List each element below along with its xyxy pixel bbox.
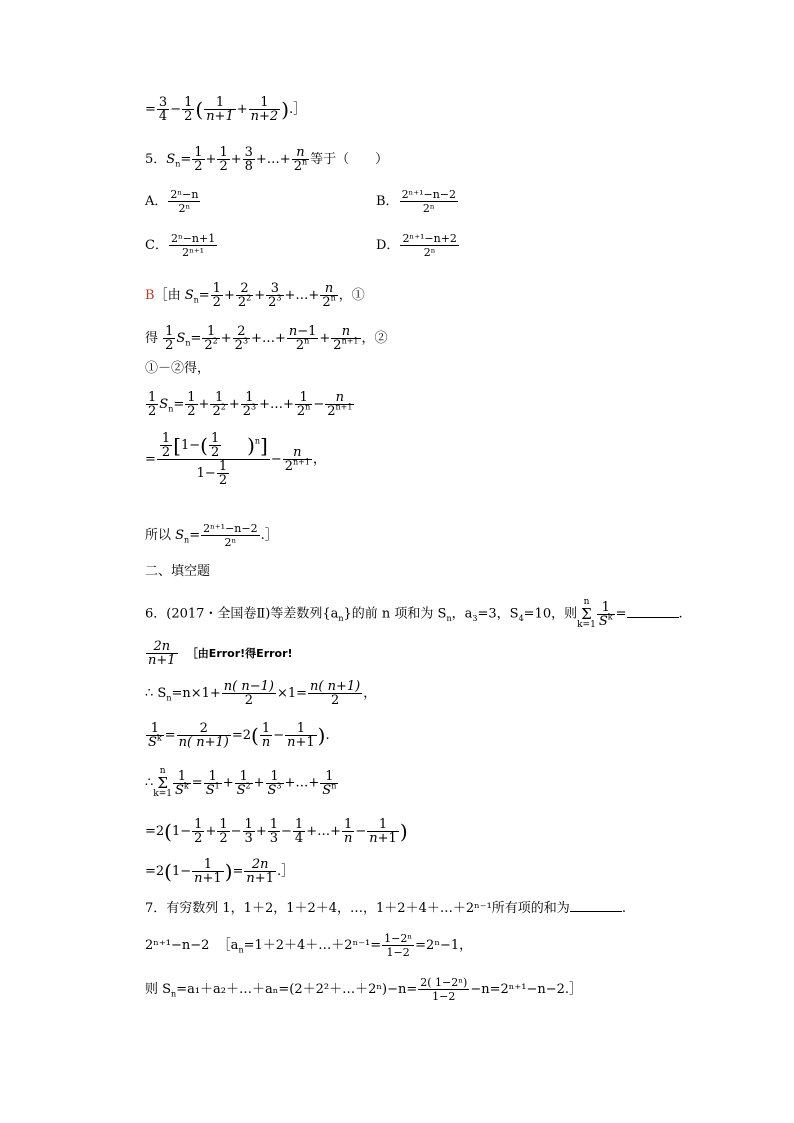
q7-stem: 7．有穷数列 1，1＋2，1＋2＋4，…，1＋2＋4＋…＋2ⁿ⁻¹所有项的和为 . <box>145 901 626 916</box>
q5-solution-line-1: B［由 $S_n=$ $\frac{1}{2}$ + $\frac{2}{2^2}$ + $\frac{3}{2^3}$ +…+ $\frac{n}{2^n}$ ，① <box>145 281 365 310</box>
section-title: 二、填空题 <box>145 564 211 579</box>
q7-solution-line-1: 2ⁿ⁺¹−n−2 $[a_n=1+2+4+\dots+2^{n-1}=$ $\frac{\text{1−2ⁿ}}{1-2}$ =2ⁿ−1， <box>145 932 473 959</box>
q6-answer-blank[interactable] <box>627 616 679 618</box>
q5-answer: B <box>145 288 155 303</box>
q5-solution-line-6: 所以 $S_n=$ $\frac{\text{2ⁿ⁺¹−n−2}}{\text{2ⁿ}}$ .］ <box>145 522 278 549</box>
q7-solution-line-2: 则 $S_n=a_1+a_2+\dots+a_n=(2+2^2+\dots+2^n)-n=$ $\frac{\text{2( 1−2ⁿ)}}{1-2}$ −n=2ⁿ⁺¹−n−2.］ <box>145 976 582 1003</box>
q7-answer-blank[interactable] <box>570 910 622 912</box>
q5-option-b: B． $\frac{\text{2ⁿ⁺¹−n−2}}{\text{2ⁿ}}$ <box>376 188 457 215</box>
q6-solution-line-1: $\frac{2n}{n+1}$ ［由Error!得Error! <box>148 639 293 668</box>
q5-solution-line-2: 得 $\frac{1}{2}$ $S_n=$ $\frac{1}{2^2}$ + $\frac{2}{2^3}$ +…+ $\frac{n-1}{2^n}$ + $\frac{n}{2^{n+1}}$ ，② <box>145 324 388 353</box>
q6-solution-line-5: =2(1− $\frac{1}{2}$ + $\frac{1}{2}$ − $\frac{1}{3}$ + $\frac{1}{3}$ − $\frac{1}{4}$ +…+ $\frac{1}{n}$ − $\frac{1}{n+1}$ ) <box>145 817 408 846</box>
q5-option-c: C． $\frac{\text{2ⁿ−n+1}}{\text{2ⁿ⁺¹}}$ <box>145 232 216 259</box>
q6-stem: 6．(2017・全国卷Ⅱ)等差数列$\{a_n\}$的前 n 项和为 $S_n$，$a_3=3$，$S_4=10$，则n Σ k=1 $\frac{1}{S^k}$ = . <box>145 597 683 630</box>
q6-solution-line-3: $\frac{1}{S^k}$ = $\frac{2}{n( n+1)}$ =2( $\frac{1}{n}$ − $\frac{1}{n+1}$ ). <box>148 721 330 750</box>
q5-solution-line-4: $\frac{1}{2}$ $S_n=$ $\frac{1}{2}$ + $\frac{1}{2^2}$ + $\frac{1}{2^3}$ +…+ $\frac{1}{2^n}$ − $\frac{n}{2^{n+1}}$ <box>148 390 353 419</box>
q5-option-d: D． $\frac{\text{2ⁿ⁺¹−n+2}}{\text{2ⁿ}}$ <box>376 232 457 259</box>
q4-solution-tail: = $\frac{3}{4}$ − $\frac{1}{2}$ ( $\frac{1}{n+1}$ + $\frac{1}{n+2}$ ).］ <box>145 95 307 124</box>
q5-option-a: A． $\frac{\text{2ⁿ−n}}{\text{2ⁿ}}$ <box>145 188 199 215</box>
q5-solution-line-3: ①－②得， <box>145 361 211 376</box>
q5-solution-line-5: = $\frac{1}{2}$ [1−( $\frac{1}{2}$ )$^n$] 1− $\frac{1}{2}$ − $\frac{n}{2^{n+1}}$ ， <box>145 431 326 488</box>
q5-stem: 5．$S_n=$ $\frac{1}{2}$ + $\frac{1}{2}$ + $\frac{3}{8}$ +…+ $\frac{n}{2^n}$ 等于（ ） <box>145 145 389 174</box>
q6-solution-line-6: =2(1− $\frac{1}{n+1}$ )= $\frac{2n}{n+1}$ .］ <box>145 857 295 886</box>
q6-solution-line-2: ∴ $S_n=n\times 1+$ $\frac{n( n-1)}{2}$ ×1= $\frac{n( n+1)}{2}$ ， <box>145 679 377 708</box>
q6-solution-line-4: ∴n Σ k=1 $\frac{1}{S^k}$ = $\frac{1}{S^1}$ + $\frac{1}{S^2}$ + $\frac{1}{S^3}$ +…+ $\frac{1}{S^n}$ <box>145 766 337 799</box>
